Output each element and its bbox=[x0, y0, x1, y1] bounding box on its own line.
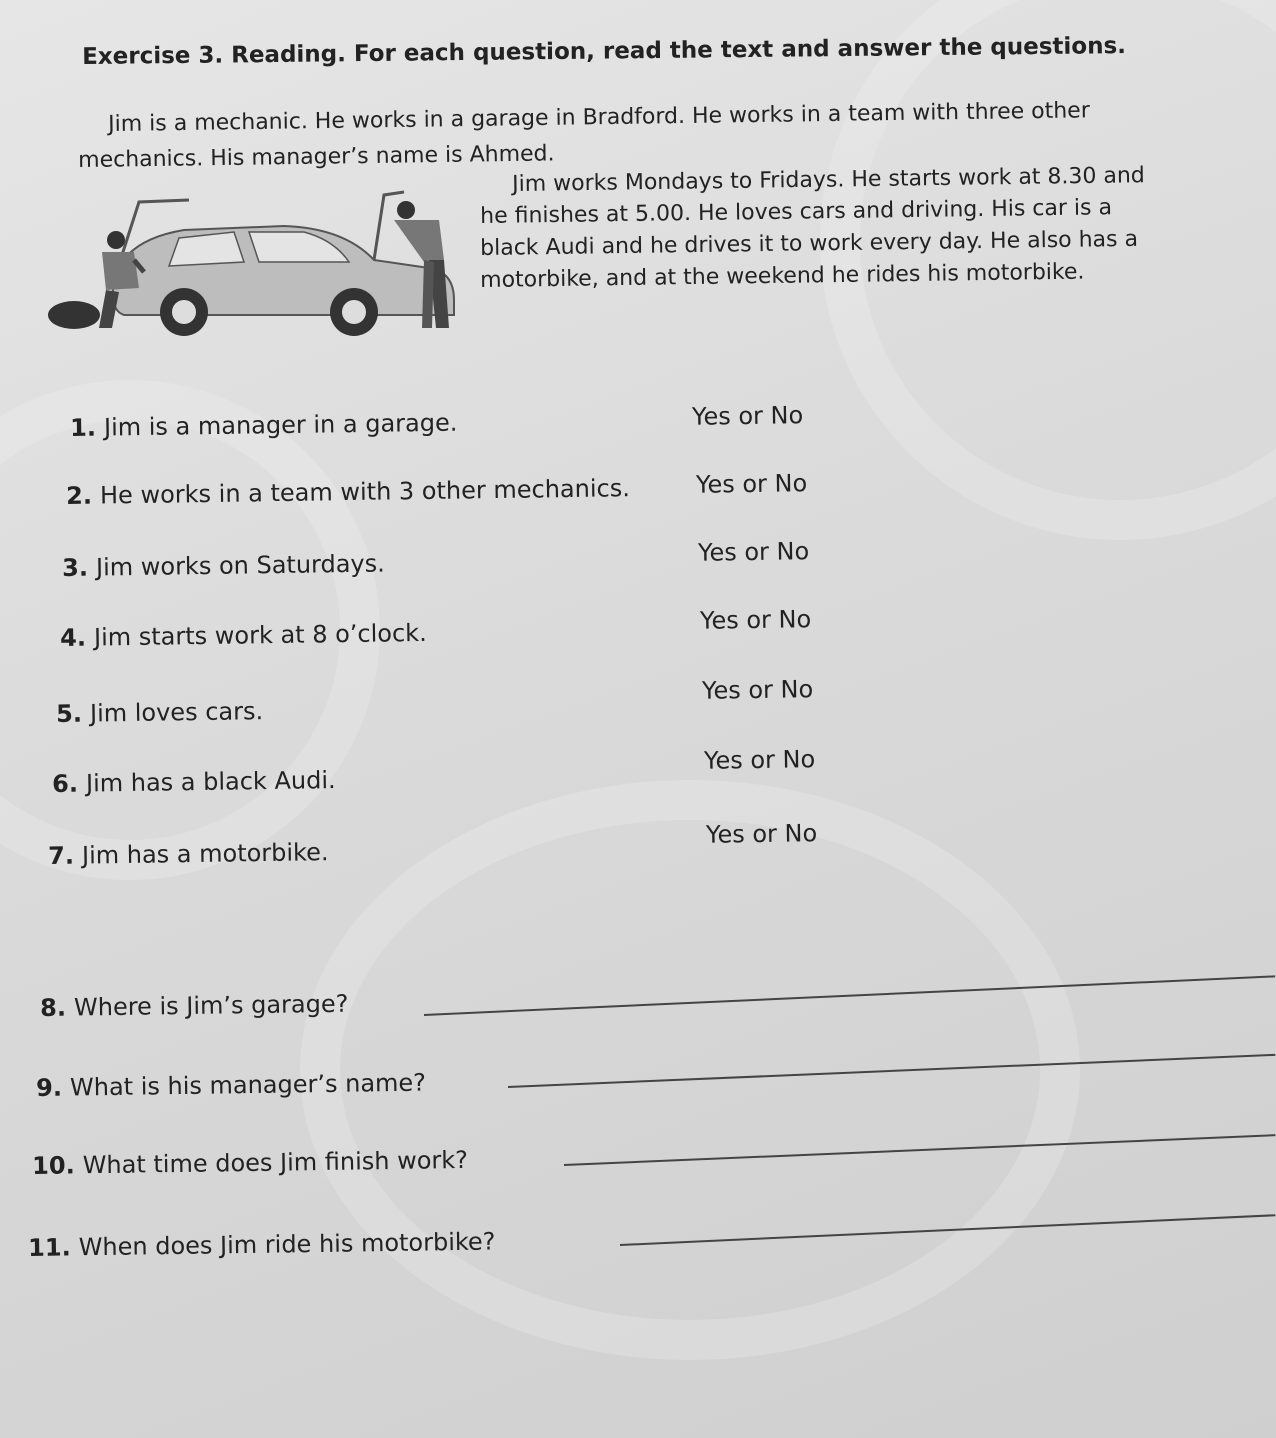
passage-line: motorbike, and at the weekend he rides his motorbike. bbox=[480, 259, 1085, 293]
question-item bbox=[48, 838, 329, 870]
exercise-title: Exercise 3. Reading. For each question, read the text and answer the questions. bbox=[82, 33, 1127, 70]
question-number: 6. bbox=[52, 769, 79, 798]
question-number: 3. bbox=[62, 553, 89, 582]
question-item bbox=[40, 990, 349, 1022]
question-text: Where is Jim’s garage? bbox=[73, 989, 349, 1022]
question-text: What is his manager’s name? bbox=[69, 1068, 427, 1102]
question-item bbox=[56, 697, 263, 728]
question-text: He works in a team with 3 other mechanics. bbox=[99, 474, 631, 510]
question-number: 4. bbox=[60, 623, 87, 652]
passage-line: Jim is a mechanic. He works in a garage in Bradford. He works in a team with three other bbox=[108, 98, 1090, 137]
yes-no-choice[interactable]: Yes or No bbox=[695, 469, 808, 499]
question-number: 2. bbox=[66, 481, 93, 510]
passage-line: black Audi and he drives it to work every day. He also has a bbox=[480, 226, 1139, 261]
question-item bbox=[62, 549, 385, 582]
passage-line: mechanics. His manager’s name is Ahmed. bbox=[78, 141, 555, 173]
question-text: What time does Jim finish work? bbox=[82, 1145, 469, 1180]
question-number: 1. bbox=[70, 413, 97, 442]
question-text: Jim works on Saturdays. bbox=[95, 549, 385, 582]
question-number: 10. bbox=[32, 1151, 75, 1180]
question-text: Jim has a motorbike. bbox=[81, 838, 329, 870]
question-item bbox=[60, 619, 427, 652]
question-number: 7. bbox=[48, 841, 75, 870]
question-number: 9. bbox=[36, 1073, 63, 1102]
yes-no-choice[interactable]: Yes or No bbox=[691, 401, 804, 431]
passage-line: Jim works Mondays to Fridays. He starts work at 8.30 and bbox=[512, 163, 1145, 197]
yes-no-choice[interactable]: Yes or No bbox=[701, 675, 814, 705]
question-text: When does Jim ride his motorbike? bbox=[78, 1227, 496, 1262]
question-text: Jim loves cars. bbox=[89, 697, 264, 728]
question-text: Jim starts work at 8 o’clock. bbox=[93, 618, 427, 652]
yes-no-choice[interactable]: Yes or No bbox=[705, 819, 818, 849]
question-number: 5. bbox=[56, 699, 83, 728]
question-number: 11. bbox=[28, 1233, 71, 1262]
yes-no-choice[interactable]: Yes or No bbox=[699, 605, 812, 635]
question-item bbox=[70, 409, 458, 442]
question-number: 8. bbox=[40, 993, 67, 1022]
question-item bbox=[36, 1069, 426, 1102]
question-text: Jim is a manager in a garage. bbox=[103, 408, 458, 442]
yes-no-choice[interactable]: Yes or No bbox=[697, 537, 810, 567]
passage-line: he finishes at 5.00. He loves cars and driving. His car is a bbox=[480, 195, 1113, 229]
question-text: Jim has a black Audi. bbox=[85, 766, 336, 798]
mechanic-car-illustration bbox=[44, 190, 464, 340]
yes-no-choice[interactable]: Yes or No bbox=[703, 745, 816, 775]
question-item bbox=[52, 766, 336, 798]
